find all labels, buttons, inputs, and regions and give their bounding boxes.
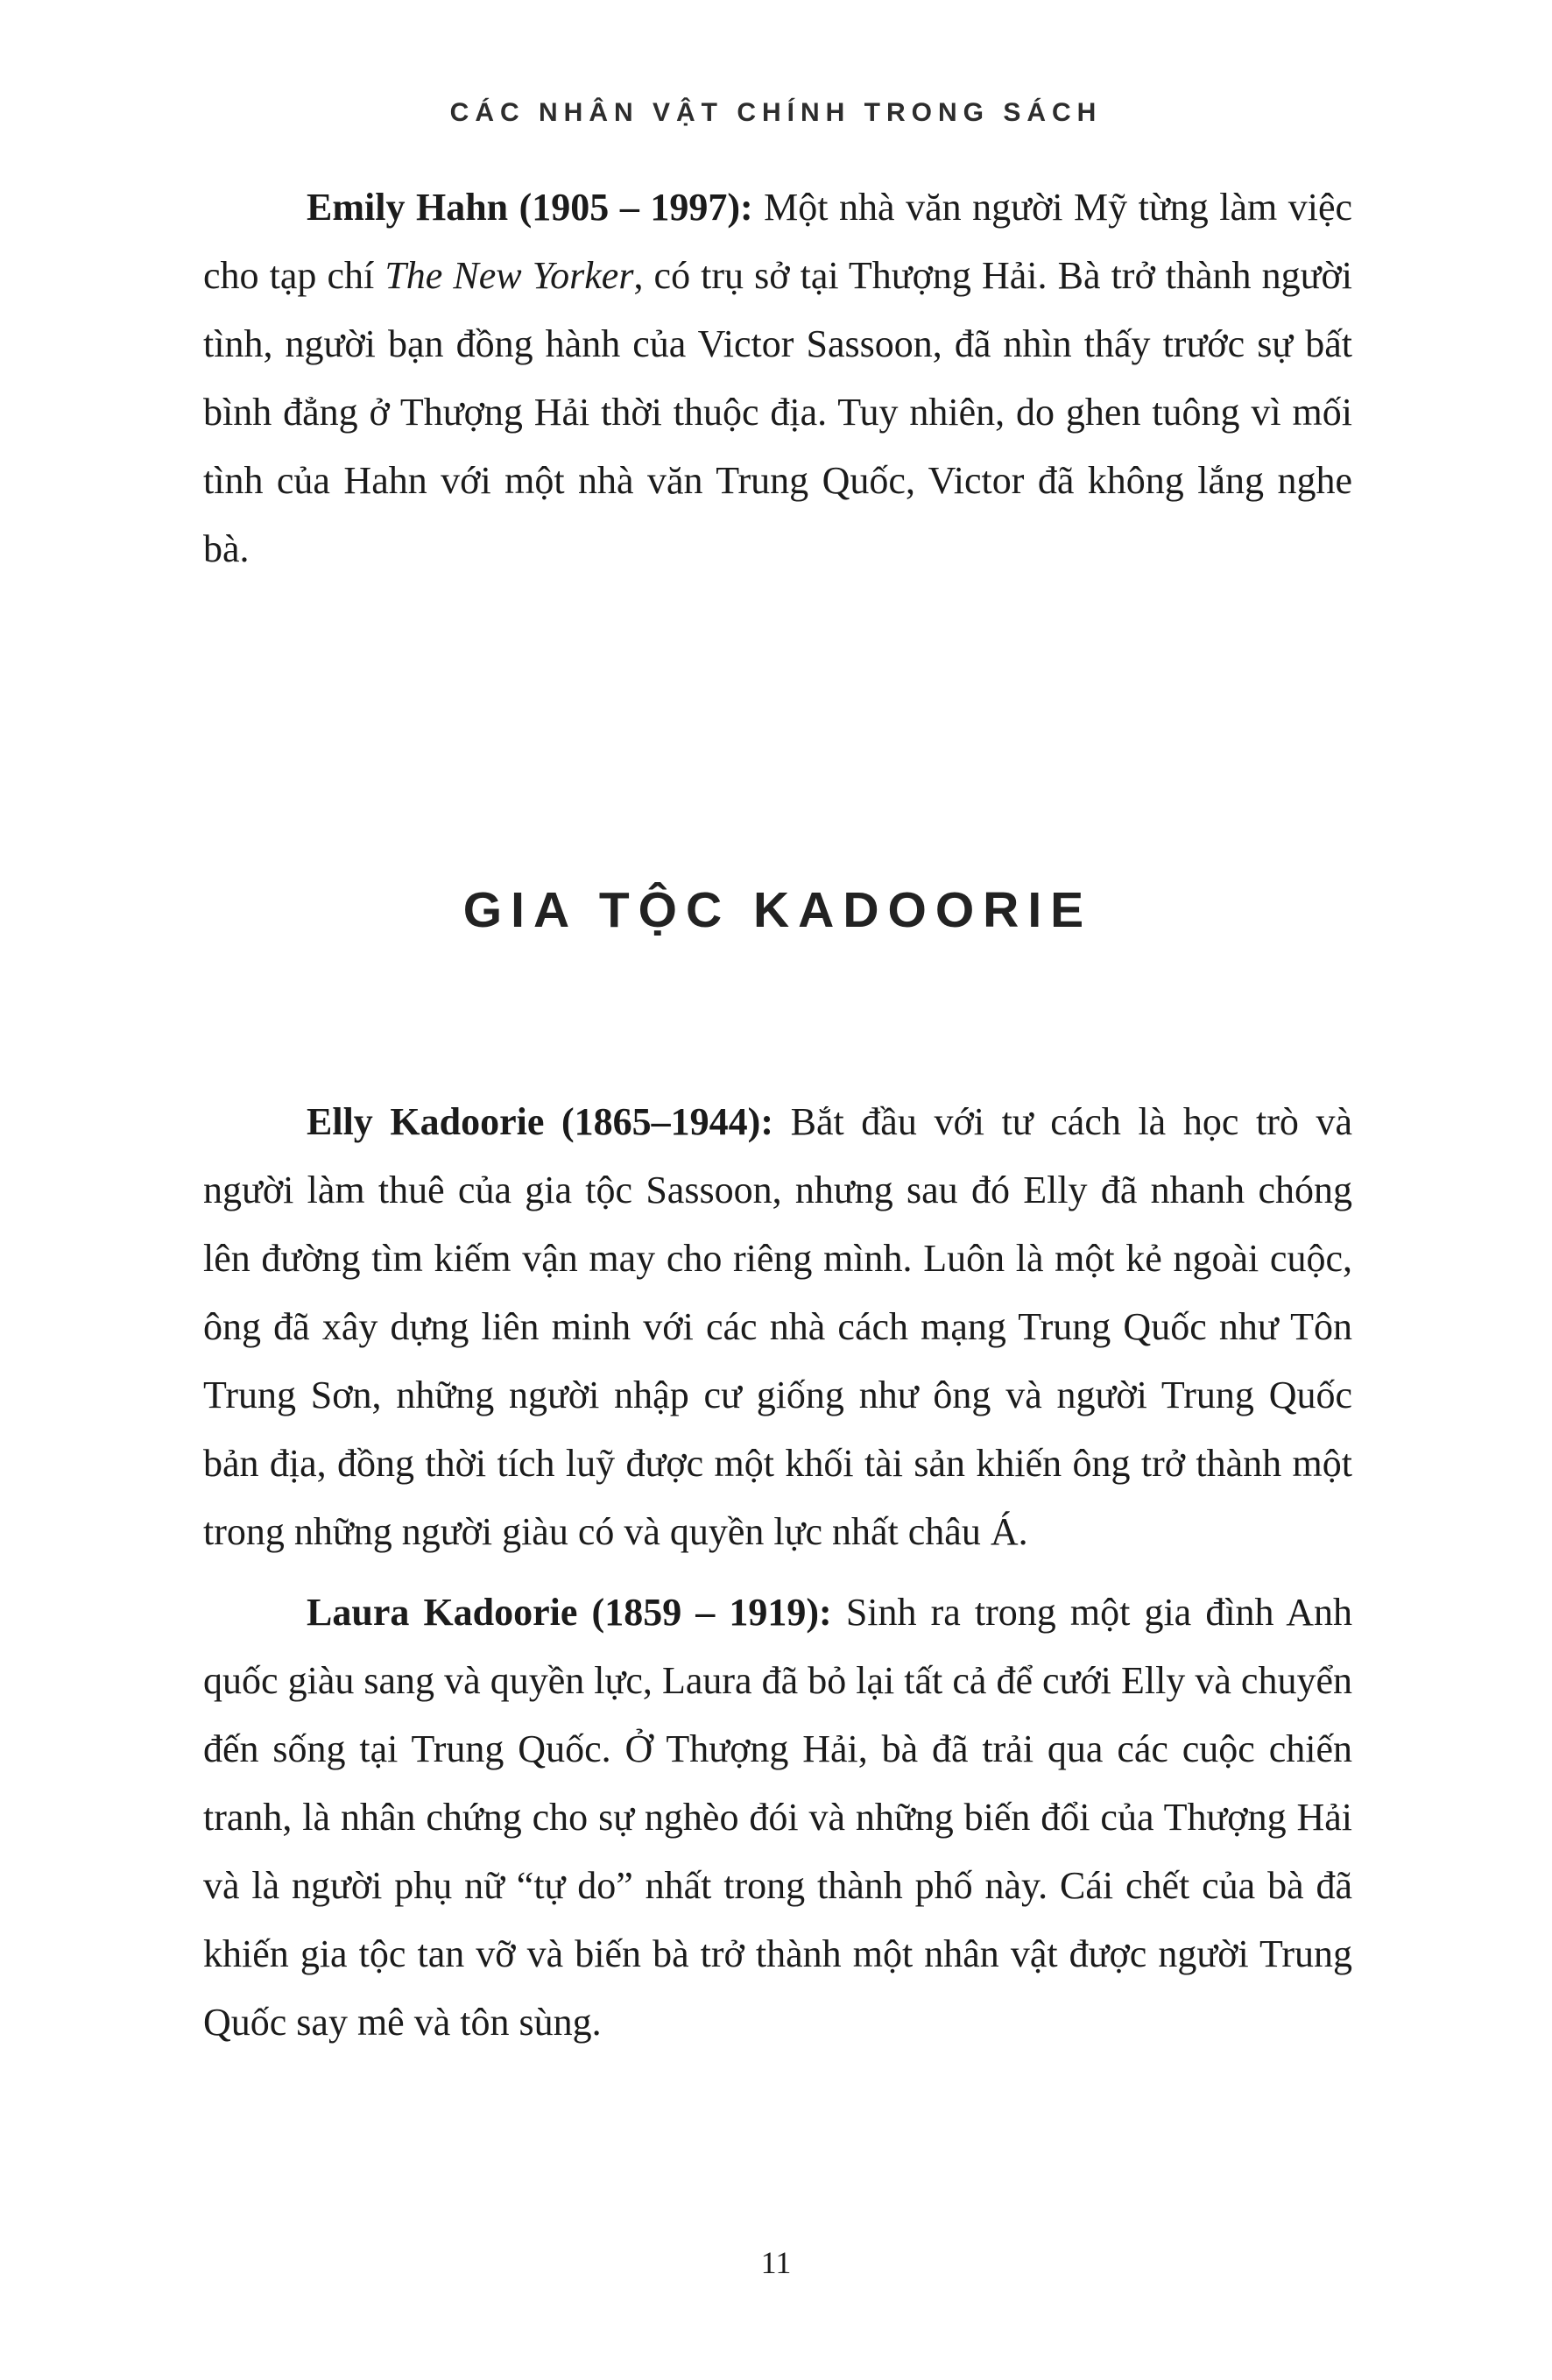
magazine-title-italic: The New Yorker (384, 254, 634, 297)
person-name-laura-kadoorie: Laura Kadoorie (1859 – 1919): (307, 1591, 846, 1634)
page-content (203, 173, 1352, 2069)
paragraph-emily-hahn (203, 173, 1352, 583)
paragraph-text: Bắt đầu với tư cách là học trò và người làm thuê của gia tộc Sassoon, nhưng sau đó Elly đã nhanh chóng lên đường tìm kiếm vận may cho riêng mình. Luôn là một kẻ ngoài cuộc, ông đã xây dựng liên minh với các nhà cách mạng Trung Quốc như Tôn Trung Sơn, những người nhập cư giống như ông và người Trung Quốc bản địa, đồng thời tích luỹ được một khối tài sản khiến ông trở thành một trong những người giàu có và quyền lực nhất châu Á. (203, 1100, 1352, 1553)
section-heading-kadoorie: GIA TỘC KADOORIE (462, 882, 1093, 938)
paragraph-text-before-italic: Một nhà văn người Mỹ từng làm việc cho tạp chí (203, 186, 1353, 297)
paragraph-elly-kadoorie (203, 1088, 1352, 1566)
paragraph-text-after-italic: , có trụ sở tại Thượng Hải. Bà trở thành người tình, người bạn đồng hành của Victor Sassoon, đã nhìn thấy trước sự bất bình đẳng ở Thượng Hải thời thuộc địa. Tuy nhiên, do ghen tuông vì mối tình của Hahn với một nhà văn Trung Quốc, Victor đã không lắng nghe bà. (203, 254, 1352, 570)
paragraph-text: Sinh ra trong một gia đình Anh quốc giàu sang và quyền lực, Laura đã bỏ lại tất cả để cưới Elly và chuyển đến sống tại Trung Quốc. Ở Thượng Hải, bà đã trải qua các cuộc chiến tranh, là nhân chứng cho sự nghèo đói và những biến đổi của Thượng Hải và là người phụ nữ “tự do” nhất trong thành phố này. Cái chết của bà đã khiến gia tộc tan vỡ và biến bà trở thành một nhân vật được người Trung Quốc say mê và tôn sùng. (203, 1591, 1352, 2044)
paragraph-laura-kadoorie (203, 1578, 1352, 2057)
page-number: 11 (760, 2245, 792, 2280)
running-header: CÁC NHÂN VẬT CHÍNH TRONG SÁCH (449, 98, 1103, 127)
person-name-emily-hahn: Emily Hahn (1905 – 1997): (307, 186, 765, 229)
person-name-elly-kadoorie: Elly Kadoorie (1865–1944): (307, 1100, 791, 1143)
